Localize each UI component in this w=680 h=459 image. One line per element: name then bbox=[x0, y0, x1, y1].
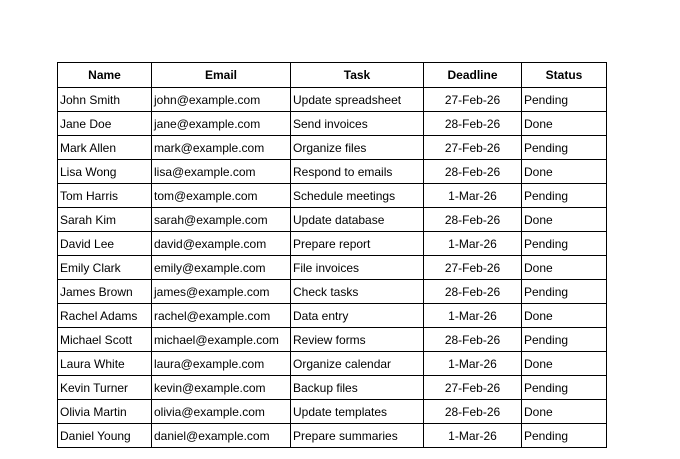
status-cell[interactable]: Pending bbox=[522, 136, 607, 160]
deadline-cell[interactable]: 28-Feb-26 bbox=[424, 280, 522, 304]
table-row bbox=[58, 352, 607, 376]
task-cell[interactable]: Review forms bbox=[291, 328, 424, 352]
email-cell[interactable]: tom@example.com bbox=[152, 184, 291, 208]
deadline-cell[interactable]: 1-Mar-26 bbox=[424, 232, 522, 256]
email-cell[interactable]: daniel@example.com bbox=[152, 424, 291, 448]
email-cell[interactable]: kevin@example.com bbox=[152, 376, 291, 400]
email-cell[interactable]: rachel@example.com bbox=[152, 304, 291, 328]
deadline-cell[interactable]: 28-Feb-26 bbox=[424, 208, 522, 232]
deadline-cell[interactable]: 27-Feb-26 bbox=[424, 88, 522, 112]
deadline-cell[interactable]: 1-Mar-26 bbox=[424, 184, 522, 208]
task-cell[interactable]: Send invoices bbox=[291, 112, 424, 136]
name-cell[interactable]: Michael Scott bbox=[58, 328, 152, 352]
table-row bbox=[58, 400, 607, 424]
status-cell[interactable]: Done bbox=[522, 304, 607, 328]
task-cell[interactable]: File invoices bbox=[291, 256, 424, 280]
deadline-cell[interactable]: 1-Mar-26 bbox=[424, 304, 522, 328]
task-cell[interactable]: Organize calendar bbox=[291, 352, 424, 376]
status-cell[interactable]: Pending bbox=[522, 328, 607, 352]
deadline-cell[interactable]: 1-Mar-26 bbox=[424, 352, 522, 376]
status-cell[interactable]: Done bbox=[522, 400, 607, 424]
task-cell[interactable]: Organize files bbox=[291, 136, 424, 160]
table-row bbox=[58, 112, 607, 136]
name-cell[interactable]: Emily Clark bbox=[58, 256, 152, 280]
name-cell[interactable]: James Brown bbox=[58, 280, 152, 304]
deadline-cell[interactable]: 28-Feb-26 bbox=[424, 328, 522, 352]
table-row bbox=[58, 136, 607, 160]
name-cell[interactable]: Laura White bbox=[58, 352, 152, 376]
name-cell[interactable]: Mark Allen bbox=[58, 136, 152, 160]
name-cell[interactable]: Tom Harris bbox=[58, 184, 152, 208]
table-row bbox=[58, 208, 607, 232]
table-row bbox=[58, 256, 607, 280]
status-cell[interactable]: Done bbox=[522, 208, 607, 232]
deadline-cell[interactable]: 27-Feb-26 bbox=[424, 376, 522, 400]
email-cell[interactable]: james@example.com bbox=[152, 280, 291, 304]
status-cell[interactable]: Pending bbox=[522, 232, 607, 256]
deadline-cell[interactable]: 27-Feb-26 bbox=[424, 136, 522, 160]
table-row bbox=[58, 304, 607, 328]
name-cell[interactable]: Jane Doe bbox=[58, 112, 152, 136]
name-cell[interactable]: Kevin Turner bbox=[58, 376, 152, 400]
name-cell[interactable]: Rachel Adams bbox=[58, 304, 152, 328]
header-email[interactable]: Email bbox=[152, 63, 291, 88]
name-cell[interactable]: Daniel Young bbox=[58, 424, 152, 448]
task-cell[interactable]: Check tasks bbox=[291, 280, 424, 304]
email-cell[interactable]: emily@example.com bbox=[152, 256, 291, 280]
header-row bbox=[58, 63, 607, 88]
task-cell[interactable]: Respond to emails bbox=[291, 160, 424, 184]
status-cell[interactable]: Pending bbox=[522, 376, 607, 400]
email-cell[interactable]: laura@example.com bbox=[152, 352, 291, 376]
name-cell[interactable]: John Smith bbox=[58, 88, 152, 112]
status-cell[interactable]: Done bbox=[522, 112, 607, 136]
table-row bbox=[58, 88, 607, 112]
name-cell[interactable]: Sarah Kim bbox=[58, 208, 152, 232]
task-cell[interactable]: Update spreadsheet bbox=[291, 88, 424, 112]
deadline-cell[interactable]: 28-Feb-26 bbox=[424, 400, 522, 424]
table-row bbox=[58, 424, 607, 448]
email-cell[interactable]: sarah@example.com bbox=[152, 208, 291, 232]
status-cell[interactable]: Done bbox=[522, 352, 607, 376]
email-cell[interactable]: olivia@example.com bbox=[152, 400, 291, 424]
deadline-cell[interactable]: 27-Feb-26 bbox=[424, 256, 522, 280]
task-cell[interactable]: Backup files bbox=[291, 376, 424, 400]
header-deadline[interactable]: Deadline bbox=[424, 63, 522, 88]
table-row bbox=[58, 160, 607, 184]
email-cell[interactable]: david@example.com bbox=[152, 232, 291, 256]
status-cell[interactable]: Done bbox=[522, 160, 607, 184]
task-cell[interactable]: Prepare report bbox=[291, 232, 424, 256]
task-table bbox=[57, 62, 607, 448]
table-row bbox=[58, 184, 607, 208]
header-task[interactable]: Task bbox=[291, 63, 424, 88]
status-cell[interactable]: Pending bbox=[522, 280, 607, 304]
name-cell[interactable]: David Lee bbox=[58, 232, 152, 256]
email-cell[interactable]: jane@example.com bbox=[152, 112, 291, 136]
table-row bbox=[58, 280, 607, 304]
header-name[interactable]: Name bbox=[58, 63, 152, 88]
email-cell[interactable]: mark@example.com bbox=[152, 136, 291, 160]
email-cell[interactable]: michael@example.com bbox=[152, 328, 291, 352]
task-cell[interactable]: Update templates bbox=[291, 400, 424, 424]
email-cell[interactable]: john@example.com bbox=[152, 88, 291, 112]
task-cell[interactable]: Prepare summaries bbox=[291, 424, 424, 448]
table-row bbox=[58, 232, 607, 256]
status-cell[interactable]: Pending bbox=[522, 424, 607, 448]
email-cell[interactable]: lisa@example.com bbox=[152, 160, 291, 184]
task-cell[interactable]: Data entry bbox=[291, 304, 424, 328]
deadline-cell[interactable]: 28-Feb-26 bbox=[424, 160, 522, 184]
name-cell[interactable]: Olivia Martin bbox=[58, 400, 152, 424]
status-cell[interactable]: Pending bbox=[522, 88, 607, 112]
header-status[interactable]: Status bbox=[522, 63, 607, 88]
table-row bbox=[58, 376, 607, 400]
table-row bbox=[58, 328, 607, 352]
deadline-cell[interactable]: 28-Feb-26 bbox=[424, 112, 522, 136]
status-cell[interactable]: Done bbox=[522, 256, 607, 280]
task-cell[interactable]: Schedule meetings bbox=[291, 184, 424, 208]
deadline-cell[interactable]: 1-Mar-26 bbox=[424, 424, 522, 448]
name-cell[interactable]: Lisa Wong bbox=[58, 160, 152, 184]
task-cell[interactable]: Update database bbox=[291, 208, 424, 232]
status-cell[interactable]: Pending bbox=[522, 184, 607, 208]
